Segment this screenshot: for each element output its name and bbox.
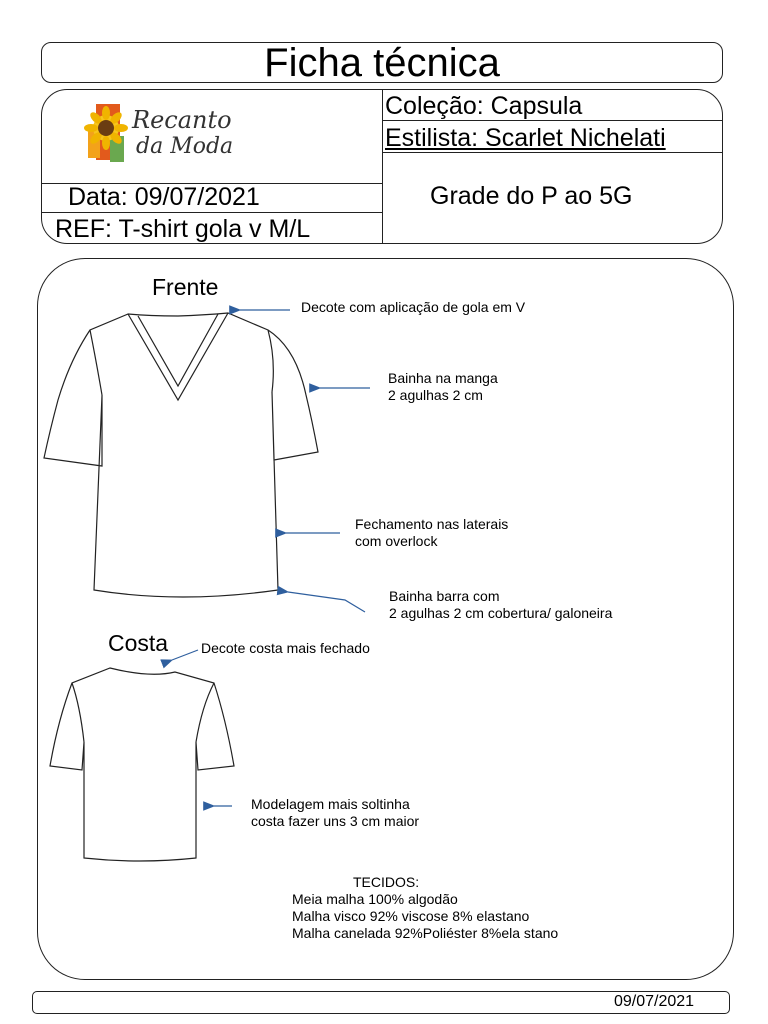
data-label: Data: 09/07/2021	[68, 183, 260, 211]
tecido-item: Malha canelada 92%Poliéster 8%ela stano	[292, 925, 559, 941]
note-modelagem-line2: costa fazer uns 3 cm maior	[251, 813, 420, 829]
note-fechamento	[355, 516, 508, 550]
note-fechamento-line1: Fechamento nas laterais	[355, 516, 509, 532]
logo-text-line1: Recanto	[132, 106, 232, 134]
tecidos-list	[292, 891, 558, 942]
frente-label: Frente	[152, 274, 219, 300]
ref-label: REF: T-shirt gola v M/L	[55, 215, 311, 243]
note-fechamento-line2: com overlock	[355, 533, 438, 549]
note-modelagem	[251, 796, 419, 830]
note-bainha-manga	[388, 370, 498, 404]
note-decote-costa: Decote costa mais fechado	[201, 640, 370, 656]
tecido-item: Malha visco 92% viscose 8% elastano	[292, 908, 530, 924]
note-modelagem-line1: Modelagem mais soltinha	[251, 796, 410, 812]
note-decote-frente: Decote com aplicação de gola em V	[301, 299, 526, 315]
note-bainha-manga-line1: Bainha na manga	[388, 370, 498, 386]
footer-date: 09/07/2021	[614, 993, 695, 1010]
tecido-item: Meia malha 100% algodão	[292, 891, 458, 907]
grade-label: Grade do P ao 5G	[430, 182, 633, 210]
front-tshirt-drawing	[44, 313, 318, 597]
costa-label: Costa	[108, 630, 169, 656]
logo-text-line2: da Moda	[136, 134, 234, 159]
estilista-label: Estilista: Scarlet Nichelati	[385, 124, 666, 152]
colecao-label: Coleção: Capsula	[385, 92, 583, 120]
page-title: Ficha técnica	[264, 41, 500, 85]
note-bainha-barra	[389, 588, 612, 622]
note-bainha-barra-line1: Bainha barra com	[389, 588, 500, 604]
tecidos-title: TECIDOS:	[353, 874, 420, 890]
note-bainha-manga-line2: 2 agulhas 2 cm	[388, 387, 483, 403]
note-bainha-barra-line2: 2 agulhas 2 cm cobertura/ galoneira	[389, 605, 613, 621]
back-tshirt-drawing	[50, 668, 234, 861]
